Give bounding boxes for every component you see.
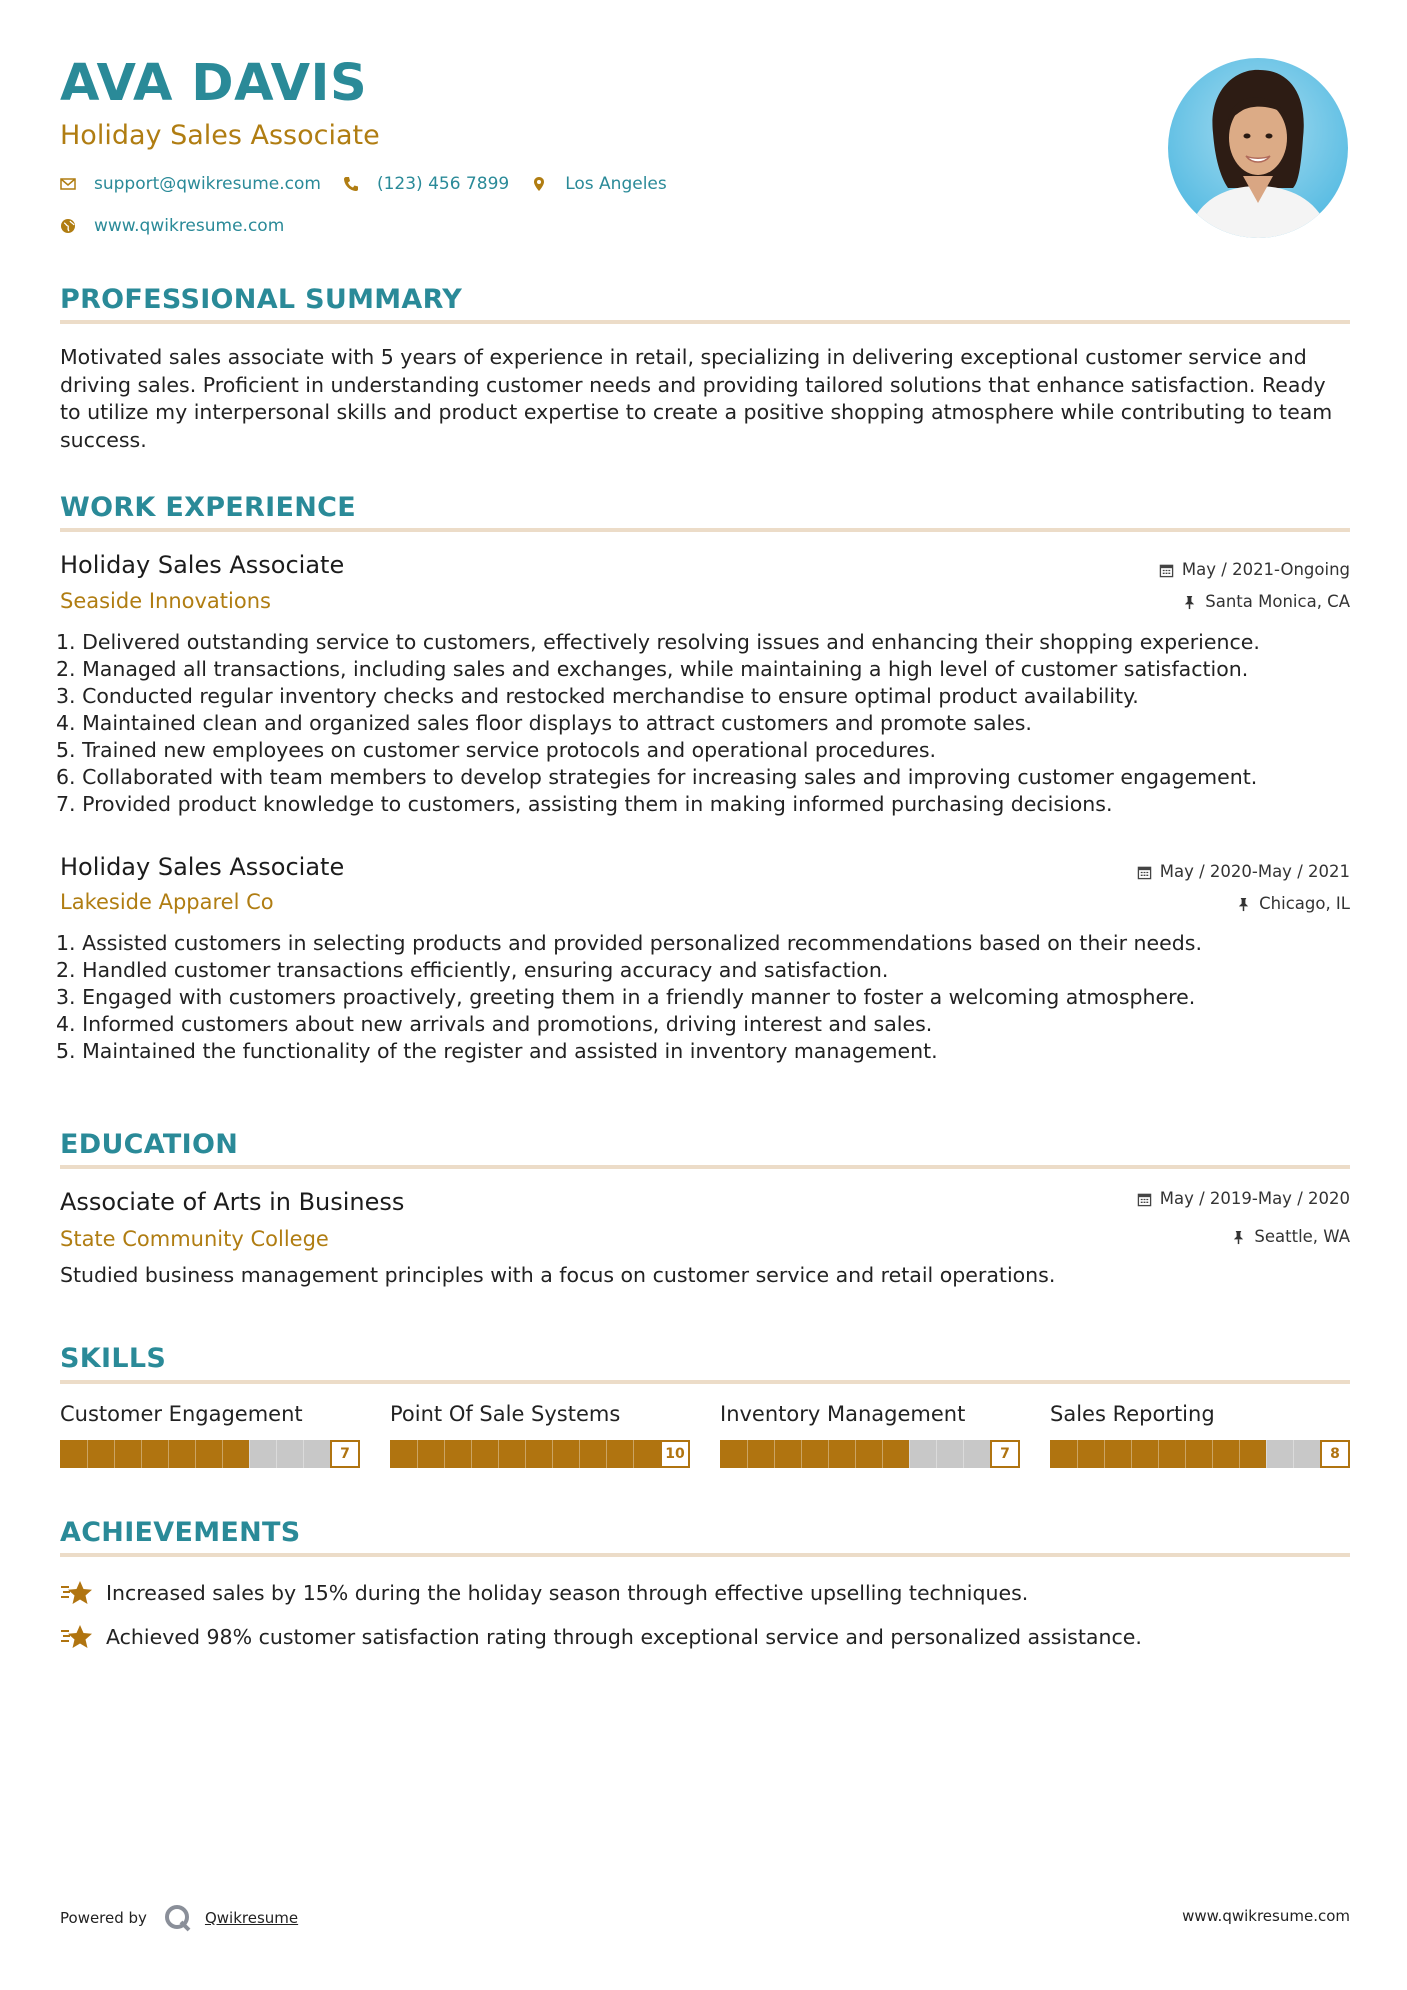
powered-by-label: Powered by (60, 1909, 147, 1927)
skill-level: 7 (990, 1440, 1020, 1468)
calendar-icon (1137, 865, 1152, 880)
education-description: Studied business management principles with a focus on customer service and retail operations. (60, 1263, 1056, 1287)
skill-bar-segment (633, 1440, 634, 1468)
phone-icon (343, 176, 359, 192)
job-location (1236, 896, 1350, 913)
list-item: 4. Maintained clean and organized sales floor displays to attract customers and promote sales. (56, 711, 1032, 735)
skill-bar-segment (909, 1440, 910, 1468)
footer-website-link[interactable]: www.qwikresume.com (1182, 1907, 1350, 1925)
profile-photo (1168, 58, 1348, 238)
contact-row-website (60, 216, 306, 236)
skill-label: Customer Engagement (60, 1402, 303, 1426)
list-item: 7. Provided product knowledge to customers, assisting them in making informed purchasing decisions. (56, 792, 1113, 816)
section-title-achievements: ACHIEVEMENTS (60, 1517, 301, 1548)
achievement-item (60, 1578, 1028, 1608)
education-dates-text: May / 2019-May / 2020 (1159, 1189, 1350, 1208)
skill-bar-segment (774, 1440, 775, 1468)
star-icon (60, 1622, 94, 1652)
skill-bar-segment (579, 1440, 580, 1468)
list-item: 2. Managed all transactions, including sales and exchanges, while maintaining a high level of customer satisfaction. (56, 657, 1249, 681)
skill-bar-segment (1212, 1440, 1213, 1468)
job-bullets (56, 629, 1346, 818)
job-dates-text: May / 2021-Ongoing (1181, 560, 1350, 579)
section-title-skills: SKILLS (60, 1343, 167, 1374)
qwikresume-link[interactable]: Qwikresume (204, 1909, 299, 1927)
skill-bar (60, 1440, 360, 1468)
list-item: 1. Assisted customers in selecting products and provided personalized recommendations based on their needs. (56, 931, 1202, 955)
list-item: 2. Handled customer transactions efficiently, ensuring accuracy and satisfaction. (56, 958, 889, 982)
skill-bar-segment (303, 1440, 304, 1468)
job-dates-text: May / 2020-May / 2021 (1159, 862, 1350, 881)
skill-bar-segment (936, 1440, 937, 1468)
skill-bar-segment (1185, 1440, 1186, 1468)
summary-text: Motivated sales associate with 5 years of experience in retail, specializing in delivering exceptional customer service and driving sales. Proficient in understanding customer needs and providing tailored solutions that enhance satisfaction. Ready to utilize my interpersonal skills and product expertise to create a positive shopping atmosphere while contributing to team success. (60, 345, 1333, 452)
contact-email[interactable] (60, 174, 321, 194)
skill-bar-segment (1266, 1440, 1267, 1468)
skill-bar-segment (1158, 1440, 1159, 1468)
list-item: 3. Conducted regular inventory checks and restocked merchandise to ensure optimal product availability. (56, 684, 1139, 708)
skill-bar-segment (417, 1440, 418, 1468)
section-title-education: EDUCATION (60, 1129, 239, 1160)
map-pin-icon (531, 176, 547, 192)
achievement-item (60, 1622, 1142, 1652)
job-title: Holiday Sales Associate (60, 853, 345, 881)
achievement-text: Achieved 98% customer satisfaction rating through exceptional service and personalized assistance. (106, 1625, 1142, 1649)
skill-level: 8 (1320, 1440, 1350, 1468)
email-text: support@qwikresume.com (94, 174, 321, 194)
skill-bar-segment (141, 1440, 142, 1468)
skill-bar-fill (390, 1440, 690, 1468)
skill-bar-segment (828, 1440, 829, 1468)
candidate-name: AVA DAVIS (60, 54, 368, 113)
envelope-icon (60, 176, 76, 192)
section-divider (60, 1553, 1350, 1557)
school-name: State Community College (60, 1227, 329, 1251)
job-title: Holiday Sales Associate (60, 551, 345, 579)
skill-bar-segment (471, 1440, 472, 1468)
section-divider (60, 528, 1350, 532)
skill-bar-segment (525, 1440, 526, 1468)
skill-bar-segment (1077, 1440, 1078, 1468)
skill-bar-segment (249, 1440, 250, 1468)
calendar-icon (1137, 1192, 1152, 1207)
contact-phone[interactable] (343, 174, 509, 194)
skill-item (1050, 1404, 1350, 1468)
skill-bar-segment (195, 1440, 196, 1468)
skill-item (390, 1404, 690, 1468)
contact-website[interactable] (60, 216, 284, 236)
company-name: Seaside Innovations (60, 589, 271, 613)
education-location (1231, 1229, 1350, 1246)
list-item: 3. Engaged with customers proactively, greeting them in a friendly manner to foster a welcoming atmosphere. (56, 985, 1196, 1009)
skill-bar-segment (1239, 1440, 1240, 1468)
footer-powered-by (60, 1903, 298, 1933)
pushpin-icon (1182, 595, 1197, 610)
list-item: 5. Trained new employees on customer service protocols and operational procedures. (56, 738, 937, 762)
list-item: 5. Maintained the functionality of the register and assisted in inventory management. (56, 1039, 938, 1063)
section-title-summary: PROFESSIONAL SUMMARY (60, 284, 463, 315)
location-text: Los Angeles (565, 174, 667, 194)
skill-bar-segment (87, 1440, 88, 1468)
skill-bar-segment (1293, 1440, 1294, 1468)
skill-bar (720, 1440, 1020, 1468)
job-bullets (56, 930, 1346, 1065)
skill-bar-segment (498, 1440, 499, 1468)
company-name: Lakeside Apparel Co (60, 890, 274, 914)
calendar-icon (1159, 563, 1174, 578)
education-location-text: Seattle, WA (1254, 1227, 1350, 1246)
skill-label: Inventory Management (720, 1402, 966, 1426)
job-location-text: Santa Monica, CA (1205, 592, 1350, 611)
skill-level: 10 (660, 1440, 690, 1468)
section-title-experience: WORK EXPERIENCE (60, 492, 356, 523)
contact-row (60, 174, 689, 194)
globe-icon (60, 218, 76, 234)
skill-bar-segment (444, 1440, 445, 1468)
skill-bar-segment (606, 1440, 607, 1468)
skill-bar-segment (747, 1440, 748, 1468)
achievement-text: Increased sales by 15% during the holiday season through effective upselling techniques. (106, 1581, 1029, 1605)
job-dates (1137, 864, 1350, 881)
list-item: 1. Delivered outstanding service to customers, effectively resolving issues and enhancing their shopping experience. (56, 630, 1260, 654)
resume-page (56, 0, 1350, 1990)
section-divider (60, 320, 1350, 324)
list-item: 6. Collaborated with team members to develop strategies for increasing sales and improving customer engagement. (56, 765, 1258, 789)
degree-title: Associate of Arts in Business (60, 1188, 405, 1216)
skill-bar-segment (963, 1440, 964, 1468)
skill-bar-segment (855, 1440, 856, 1468)
skill-item (60, 1404, 360, 1468)
education-dates (1137, 1191, 1350, 1208)
candidate-title: Holiday Sales Associate (60, 120, 380, 151)
job-dates (1159, 562, 1350, 579)
pushpin-icon (1236, 897, 1251, 912)
contact-location (531, 174, 667, 194)
skill-item (720, 1404, 1020, 1468)
pushpin-icon (1231, 1230, 1246, 1245)
skill-bar-segment (1104, 1440, 1105, 1468)
skill-bar-segment (168, 1440, 169, 1468)
skill-bar-segment (882, 1440, 883, 1468)
skill-label: Sales Reporting (1050, 1402, 1215, 1426)
phone-text: (123) 456 7899 (376, 174, 510, 194)
skill-bar-segment (222, 1440, 223, 1468)
skill-bar-segment (276, 1440, 277, 1468)
list-item: 4. Informed customers about new arrivals and promotions, driving interest and sales. (56, 1012, 933, 1036)
job-location-text: Chicago, IL (1259, 894, 1350, 913)
skill-label: Point Of Sale Systems (390, 1402, 621, 1426)
skill-bar-segment (1131, 1440, 1132, 1468)
job-location (1182, 594, 1350, 611)
section-divider (60, 1380, 1350, 1384)
skill-bar (390, 1440, 690, 1468)
website-text: www.qwikresume.com (94, 216, 285, 236)
star-icon (60, 1578, 94, 1608)
qwikresume-logo-icon (163, 1903, 193, 1933)
skill-level: 7 (330, 1440, 360, 1468)
skill-bar-segment (801, 1440, 802, 1468)
skill-bar (1050, 1440, 1350, 1468)
section-divider (60, 1165, 1350, 1169)
skill-bar-fill (720, 1440, 909, 1468)
skill-bar-segment (552, 1440, 553, 1468)
skill-bar-segment (114, 1440, 115, 1468)
skill-bar-fill (60, 1440, 249, 1468)
